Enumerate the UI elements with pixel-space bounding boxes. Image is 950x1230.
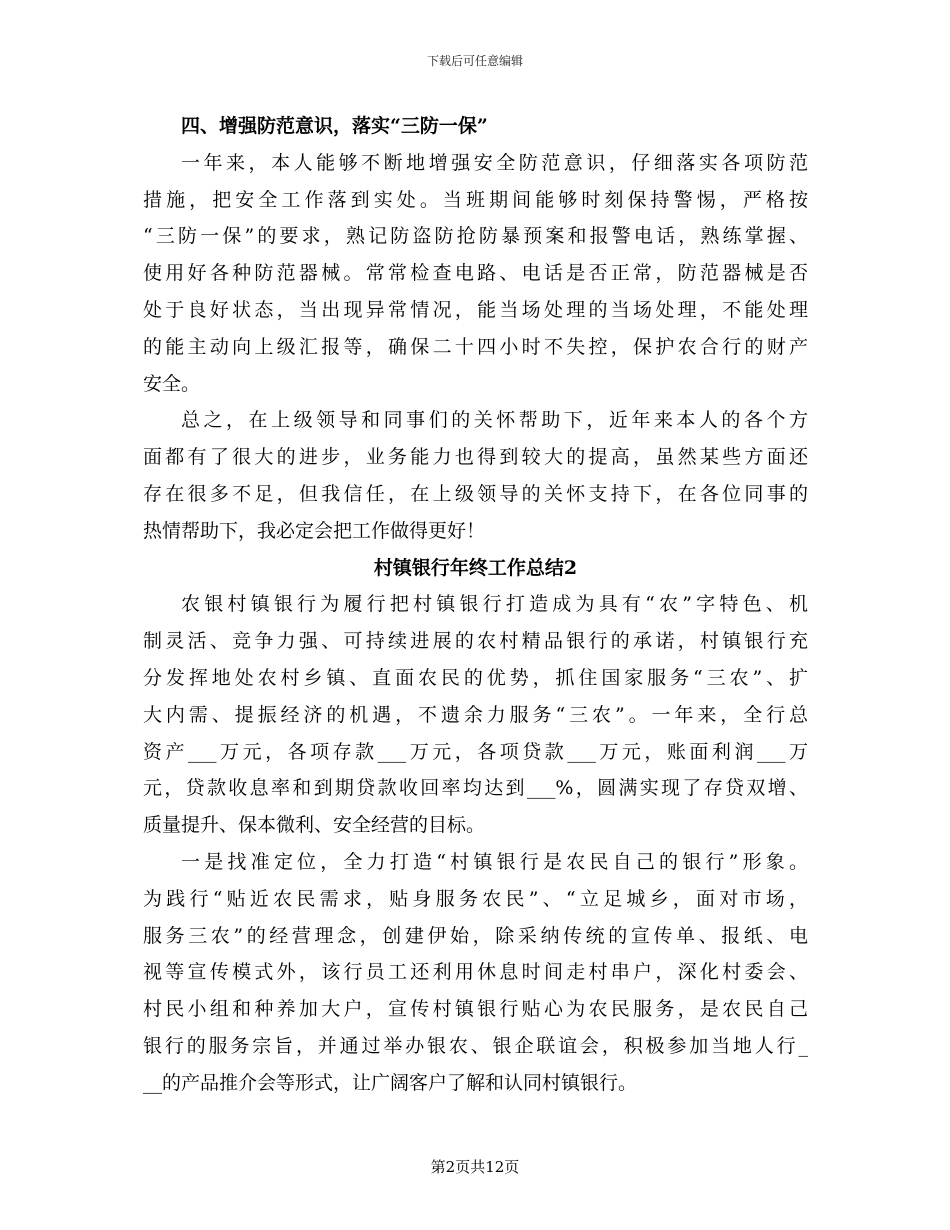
paragraph-line: 一是找准定位，全力打造“村镇银行是农民自己的银行”形象。 xyxy=(181,850,808,873)
paragraph-line: 资产___万元，各项存款___万元，各项贷款___万元，账面利润___万 xyxy=(143,740,808,763)
paragraph-line: 总之，在上级领导和同事们的关怀帮助下，近年来本人的各个方 xyxy=(181,409,808,432)
paragraph-line: 大内需、提振经济的机遇，不遗余力服务“三农”。一年来，全行总 xyxy=(143,703,808,726)
paragraph-line: 制灵活、竞争力强、可持续进展的农村精品银行的承诺，村镇银行充 xyxy=(143,630,808,653)
paragraph-line: 银行的服务宗旨，并通过举办银农、银企联谊会，积极参加当地人行_ xyxy=(143,1034,808,1057)
header-note: 下载后可任意编辑 xyxy=(426,54,523,68)
paragraph-line: 视等宣传模式外，该行员工还利用休息时间走村串户，深化村委会、 xyxy=(143,961,808,984)
page-number: 第2页共12页 xyxy=(430,1158,520,1176)
paragraph-line: 农银村镇银行为履行把村镇银行打造成为具有“农”字特色、机 xyxy=(181,593,808,616)
paragraph-line: 热情帮助下，我必定会把工作做得更好！ xyxy=(143,519,486,542)
paragraph-line: 面都有了很大的进步，业务能力也得到较大的提高，虽然某些方面还 xyxy=(143,446,808,469)
paragraph-line: 元，贷款收息率和到期贷款收回率均达到___%，圆满实现了存贷双增、 xyxy=(143,777,808,800)
paragraph-line: 的能主动向上级汇报等，确保二十四小时不失控，保护农合行的财产 xyxy=(143,335,808,358)
paragraph-line: 服务三农”的经营理念，创建伊始，除采纳传统的宣传单、报纸、电 xyxy=(143,924,808,947)
paragraph-line: “三防一保”的要求，熟记防盗防抢防暴预案和报警电话，熟练掌握、 xyxy=(143,225,808,248)
section-heading: 四、增强防范意识，落实“三防一保” xyxy=(181,115,488,137)
paragraph-line: 质量提升、保本微利、安全经营的目标。 xyxy=(143,814,486,837)
paragraph-line: 一年来，本人能够不断地增强安全防范意识，仔细落实各项防范 xyxy=(181,151,808,174)
paragraph-line: 处于良好状态，当出现异常情况，能当场处理的当场处理，不能处理 xyxy=(143,298,808,321)
paragraph-line: 安全。 xyxy=(143,372,201,395)
paragraph-line: 措施，把安全工作落到实处。当班期间能够时刻保持警惕，严格按 xyxy=(143,188,808,211)
document-body xyxy=(143,108,808,1102)
paragraph-line: 村民小组和种养加大户，宣传村镇银行贴心为农民服务，是农民自己 xyxy=(143,998,808,1021)
paragraph-line: 使用好各种防范器械。常常检查电路、电话是否正常，防范器械是否 xyxy=(143,262,808,285)
paragraph-line: 为践行“贴近农民需求，贴身服务农民”、“立足城乡，面对市场， xyxy=(143,887,808,910)
document-title: 村镇银行年终工作总结2 xyxy=(373,556,578,579)
paragraph-line: __的产品推介会等形式，让广阔客户了解和认同村镇银行。 xyxy=(143,1071,638,1094)
paragraph-line: 分发挥地处农村乡镇、直面农民的优势，抓住国家服务“三农”、扩 xyxy=(143,666,808,689)
paragraph-line: 存在很多不足，但我信任，在上级领导的关怀支持下，在各位同事的 xyxy=(143,482,808,505)
